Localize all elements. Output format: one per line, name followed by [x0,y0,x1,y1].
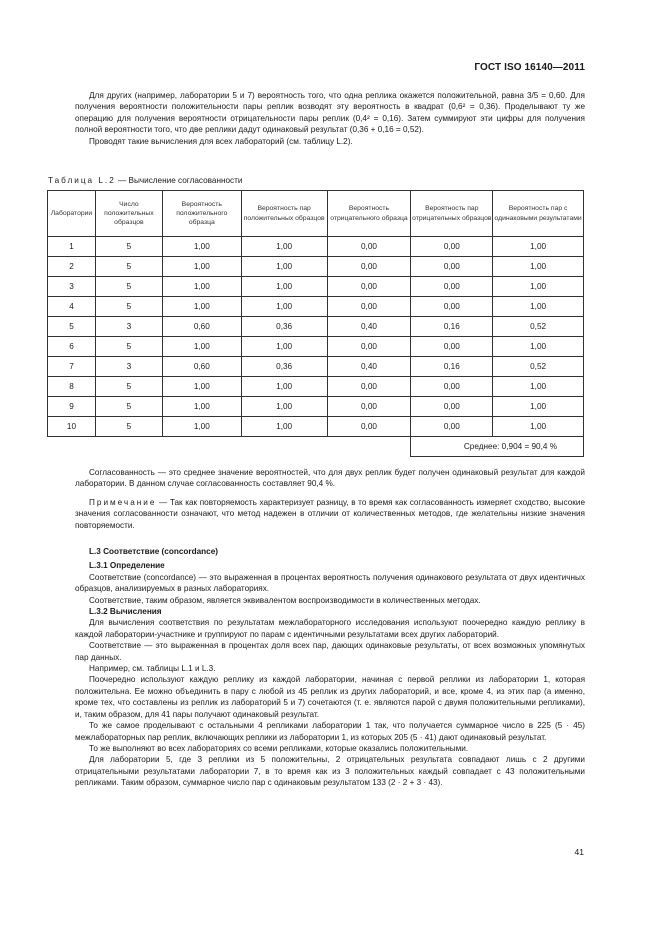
table-row [48,277,584,297]
section-l3-2-p1: Для вычисления соответствия по результатам межлабораторного исследования используют поочередно каждую реплику в каждой лаборатории-участнике и группируют по парам с идентичными результатами всех других лабораторий. [75,618,585,639]
section-l3-2-p7: Для лаборатории 5, где 3 реплики из 5 положительны, 2 отрицательных результата совпадают лишь с 2 другими отрицательными результатами лаборатории 7, в то время как из 3 положительных каждый совпадает с 43 положительными репликами. Таким образом, суммарное число пар с одинаковым результатом 133 (2 · 2 + 3 · 43). [75,755,585,788]
table-cell: 0,36 [241,357,327,377]
table-cell: 1,00 [162,257,241,277]
table-cell: 1,00 [162,297,241,317]
table-cell: 5 [48,317,96,337]
table-cell: 4 [48,297,96,317]
table-cell: 0,00 [411,337,493,357]
table-caption-text: — Вычисление согласованности [115,176,243,185]
table-cell: 1 [48,237,96,257]
note-text: — Так как повторяемость характеризует разницу, в то время как согласованность измеряет сходство, высокие значения согласованности означают, что метод надежен в отличии от количественных методов, где желательны низкие значения повторяемости. [75,497,585,530]
table-cell: 5 [95,237,162,257]
section-l3-2-p2: Соответствие — это выраженная в процентах доля всех пар, дающих одинаковые результаты, от всех возможных упомянутых пар данных. [75,641,585,662]
table-cell: 1,00 [493,397,584,417]
table-empty-cell [95,437,162,457]
section-l3-title: L.3 Соответствие (concordance) [89,547,218,556]
table-average-value: Среднее: 0,904 = 90,4 % [411,437,584,457]
table-cell: 1,00 [241,237,327,257]
table-cell: 3 [48,277,96,297]
table-caption-label: Таблица L.2 [48,176,116,185]
table-cell: 3 [95,317,162,337]
table-cell: 0,00 [411,397,493,417]
table-row [48,237,584,257]
table-cell: 1,00 [162,397,241,417]
table-cell: 1,00 [162,337,241,357]
section-l3-2-p3: Например, см. таблицы L.1 и L.3. [89,664,216,674]
section-l3-1-p2: Соответствие, таким образом, является эквивалентом воспроизводимости в количественных методах. [89,595,481,605]
table-cell: 1,00 [162,277,241,297]
table-cell: 1,00 [241,297,327,317]
table-cell: 5 [95,337,162,357]
section-l3-1-p1: Соответствие (concordance) — это выраженная в процентах вероятность получения одинакового результата от двух идентичных образцов, анализируемых в разных лабораториях. [75,572,585,594]
table-cell: 0,00 [411,297,493,317]
table-cell: 0,00 [327,377,411,397]
table-cell: 1,00 [493,337,584,357]
table-cell: 1,00 [493,257,584,277]
table-cell: 5 [95,277,162,297]
table-average-row [48,437,584,457]
table-cell: 1,00 [493,417,584,437]
after-table-block [75,467,585,531]
table-cell: 1,00 [241,417,327,437]
table-cell: 0,00 [327,397,411,417]
th-labs: Лаборатории [48,191,96,237]
th-prob-positive-pairs: Вероятность пар положительных образцов [241,191,327,237]
note-label: Примечание [89,497,157,507]
section-l3-2-p6: То же выполняют во всех лабораториях со всеми репликами, которые оказались положительными. [89,743,469,753]
section-l3-2-title: L.3.2 Вычисления [89,607,162,617]
table-row [48,337,584,357]
table-cell: 0,40 [327,317,411,337]
concordance-summary: Согласованность — это среднее значение вероятностей, что для двух реплик будет получен одинаковый результат для каждой лаборатории. В данном случае согласованность составляет 90,4 %. [75,468,585,489]
standard-id: ГОСТ ISO 16140—2011 [474,62,585,73]
table-cell: 1,00 [241,337,327,357]
table-row [48,357,584,377]
table-cell: 0,60 [162,317,241,337]
table-body [48,237,584,457]
th-prob-same: Вероятность пар с одинаковыми результатами [493,191,584,237]
table-cell: 5 [95,257,162,277]
table-cell: 0,40 [327,357,411,377]
table-cell: 0,00 [327,297,411,317]
table-cell: 5 [95,417,162,437]
intro-paragraph-1: Для других (например, лаборатории 5 и 7) вероятность того, что одна реплика окажется положительной, равна 3/5 = 0,60. Для получения вероятности положительности пары реплик возводят эту вероятность в квадрат (0,6² = 0,36). Проделывают ту же операцию для получения вероятности отрицательности пары реплик (0,4² = 0,16). Затем суммируют эти цифры для получения полной вероятности того, что две реплики дадут одинаковый результат (0,36 + 0,16 = 0,52). [75,91,585,135]
th-positive-count: Число положительных образцов [95,191,162,237]
note-paragraph [75,497,585,531]
table-cell: 6 [48,337,96,357]
table-row [48,377,584,397]
table-cell: 0,00 [411,277,493,297]
table-cell: 0,52 [493,317,584,337]
table-cell: 0,00 [327,257,411,277]
th-prob-negative-pairs: Вероятность пар отрицательных образцов [411,191,493,237]
table-cell: 5 [95,297,162,317]
table-row [48,297,584,317]
table-cell: 9 [48,397,96,417]
table-cell: 1,00 [241,397,327,417]
table-cell: 5 [95,397,162,417]
th-prob-negative: Вероятность отрицательного образца [327,191,411,237]
table-empty-cell [241,437,327,457]
table-cell: 1,00 [493,237,584,257]
table-cell: 1,00 [241,257,327,277]
table-cell: 0,16 [411,357,493,377]
table-row [48,417,584,437]
table-empty-cell [48,437,96,457]
table-cell: 0,00 [411,377,493,397]
section-l3-block [75,546,585,789]
table-cell: 0,00 [411,257,493,277]
table-cell: 0,00 [411,417,493,437]
section-l3-2-p4: Поочередно используют каждую реплику из каждой лаборатории, начиная с первой реплики из лаборатории 1, которая положительна. Ее можно объединить в пару с любой из 45 реплик из других лабораторий, и все, кроме 4, из этих пар (а именно, кроме тех, что составлены из реплик из лабораторий 5 и 7) сочетаются (т. е. являются парой с двумя положительными репликами), и, таким образом, для 41 пары получают одинаковый результат. [75,675,585,719]
table-cell: 0,00 [327,277,411,297]
table-cell: 0,16 [411,317,493,337]
table-cell: 0,00 [327,337,411,357]
concordance-table [47,190,584,457]
table-cell: 1,00 [241,277,327,297]
table-cell: 1,00 [493,377,584,397]
intro-block [75,90,585,147]
table-cell: 1,00 [162,417,241,437]
intro-paragraph-2: Проводят такие вычисления для всех лабораторий (см. таблицу L.2). [89,136,353,146]
table-cell: 1,00 [493,297,584,317]
table-caption [48,176,242,185]
table-cell: 1,00 [162,237,241,257]
section-l3-1-title: L.3.1 Определение [89,561,165,571]
table-cell: 8 [48,377,96,397]
table-cell: 10 [48,417,96,437]
table-cell: 0,52 [493,357,584,377]
table-cell: 5 [95,377,162,397]
table-empty-cell [327,437,411,457]
table-cell: 1,00 [493,277,584,297]
table-header-row [48,191,584,237]
table-cell: 0,00 [327,237,411,257]
table-row [48,317,584,337]
page-number: 41 [574,847,584,857]
table-empty-cell [162,437,241,457]
table-cell: 1,00 [241,377,327,397]
table-cell: 7 [48,357,96,377]
table-row [48,257,584,277]
table-cell: 0,00 [327,417,411,437]
table-cell: 3 [95,357,162,377]
table-row [48,397,584,417]
table-cell: 0,60 [162,357,241,377]
th-prob-positive: Вероятность положительного образца [162,191,241,237]
table-cell: 0,00 [411,237,493,257]
table-cell: 0,36 [241,317,327,337]
section-l3-2-p5: То же самое проделывают с остальными 4 репликами лаборатории 1 так, что получается суммарное число в 225 (5 · 45) межлабораторных пар реплик, включающих реплики из лаборатории 1, из которых 205 (5 · 41) дают одинаковый результат. [75,721,585,742]
table-cell: 1,00 [162,377,241,397]
table-cell: 2 [48,257,96,277]
